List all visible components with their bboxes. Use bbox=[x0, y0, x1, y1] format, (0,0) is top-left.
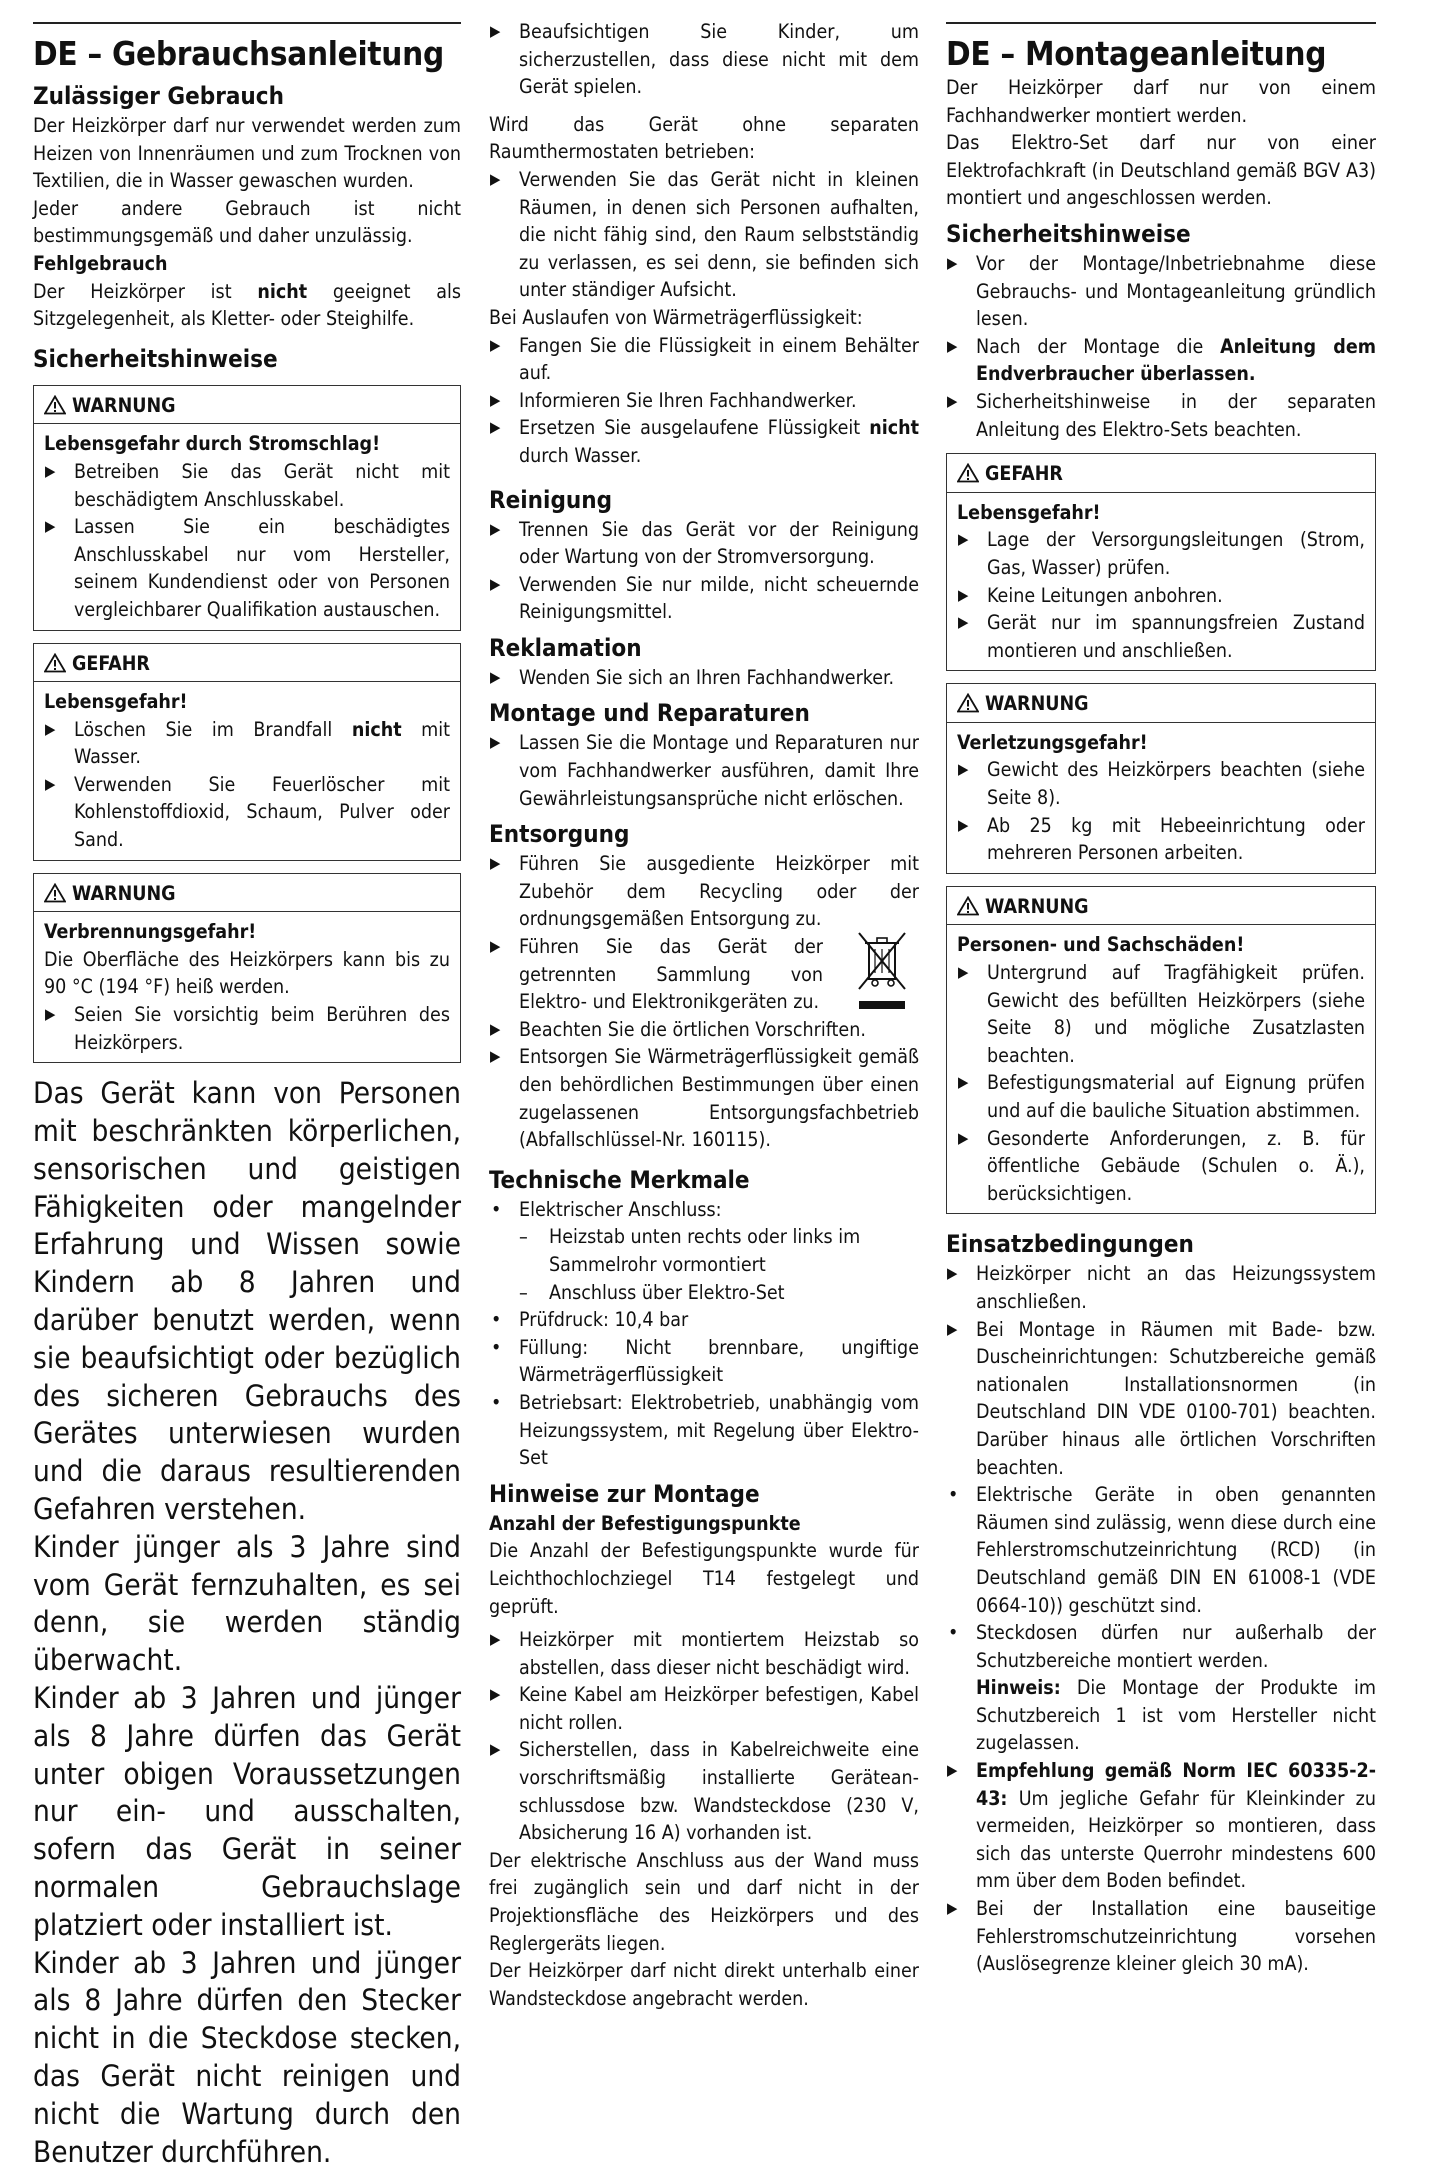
permitted-use-text: Der Heizkörper darf nur verwendet werden zum Heizen von Innenräumen und zum Trocknen von Textilien, die in Wasser gewaschen wurden. bbox=[33, 114, 461, 193]
burn-text: Die Oberfläche des Heizkörpers kann bis zu 90 °C (194 °F) heiß werden. bbox=[44, 947, 450, 999]
list-item: • Elektrischer Anschluss: bbox=[491, 1197, 722, 1221]
note-text: Hinweis: Die Montage der Produkte im Schutzbereich 1 ist vom Hersteller nicht zugelassen. bbox=[976, 1676, 1376, 1755]
heading-cleaning: Reinigung bbox=[489, 485, 613, 514]
list-item: ▶ Keine Leitungen anbohren. bbox=[958, 583, 1223, 607]
list-item: ▶ Gewicht des Heizkörpers beachten (siehe Seite 8). bbox=[958, 758, 1365, 810]
warning-triangle-icon bbox=[957, 693, 979, 713]
heading-technical: Technische Merkmale bbox=[489, 1165, 750, 1194]
list-item: ▶ Ab 25 kg mit Hebeeinrichtung oder mehreren Personen arbeiten. bbox=[958, 813, 1365, 865]
warning-title: Personen- und Sachschäden! bbox=[957, 933, 1245, 957]
warning-box-electric-shock bbox=[33, 385, 461, 631]
list-item: ▶ Sicherheitshinweise in der separaten Anleitung des Elektro-Sets beachten. bbox=[947, 389, 1376, 441]
socket-text: Der Heizkörper darf nicht direkt unterhalb einer Wandsteckdose angebracht werden. bbox=[489, 1959, 919, 2010]
warning-triangle-icon bbox=[44, 653, 66, 673]
list-item: ▶ Lage der Versorgungsleitungen (Strom, Gas, Wasser) prüfen. bbox=[958, 528, 1365, 579]
list-item: ▶ Empfehlung gemäß Norm IEC 60335-2-43: Um jegliche Gefahr für Kleinkinder zu vermeiden, Heizkörper so montieren, dass sich das unterste Querrohr mindestens 600 mm über dem Boden befindet. bbox=[947, 1759, 1376, 1893]
warning-title: Lebensgefahr durch Stromschlag! bbox=[44, 432, 381, 456]
leak-text: Bei Auslaufen von Wärmeträgerflüssigkeit: bbox=[489, 305, 863, 329]
crossed-out-bin-icon bbox=[853, 929, 913, 1015]
page-title-mounting: DE – Montageanleitung bbox=[946, 34, 1327, 73]
warning-triangle-icon bbox=[957, 896, 979, 916]
list-item: ▶ Befestigungsmaterial auf Eignung prüfen und auf die bauliche Situation abstimmen. bbox=[958, 1071, 1365, 1122]
list-subitem: – Anschluss über Elektro-Set bbox=[519, 1280, 785, 1304]
warning-title: Verletzungsgefahr! bbox=[957, 730, 1148, 754]
top-rule-left bbox=[33, 22, 461, 24]
heading-complaint: Reklamation bbox=[489, 633, 642, 662]
list-item: ▶ Informieren Sie Ihren Fachhandwerker. bbox=[490, 388, 857, 412]
list-item: ▶ Verwenden Sie nur milde, nicht scheuernde Reinigungsmittel. bbox=[490, 572, 919, 624]
installer-text: Der Heizkörper darf nur von einem Fachhandwerker montiert werden. bbox=[946, 76, 1376, 127]
thermostat-text: Wird das Gerät ohne separaten Raumthermostaten betrieben: bbox=[489, 112, 919, 164]
list-item: • Elektrische Geräte in oben genannten Räumen sind zulässig, wenn diese durch eine Fehlerstromschutzeinrichtung (RCD) (in Deutschland gemäß DIN EN 61008-1 (VDE 0664-10)) geschützt sind. bbox=[948, 1483, 1376, 1617]
list-item: ▶ Untergrund auf Tragfähigkeit prüfen. Gewicht des befüllten Heizkörpers (siehe Seite 8) und mögliche Zusatzlasten beachten. bbox=[958, 961, 1365, 1067]
list-item: ▶ Ersetzen Sie ausgelaufene Flüssigkeit nicht durch Wasser. bbox=[490, 416, 919, 467]
warning-label: WARNUNG bbox=[985, 894, 1089, 918]
list-item: ▶ Heizkörper nicht an das Heizungssystem anschließen. bbox=[947, 1262, 1376, 1313]
children-notice-1: Das Gerät kann von Personen mit beschränkten körperlichen, sensorischen und geistigen Fähigkeiten oder mangelnder Erfahrung und Wissen sowie Kindern ab 8 Jahren und darüber benutzt werden, wenn sie beaufsichtigt oder bezüglich des sicheren Gebrauchs des Gerätes unterwiesen wurden und die daraus resultierenden Gefahren verstehen. bbox=[33, 1076, 461, 1526]
danger-title: Lebensgefahr! bbox=[44, 690, 188, 714]
danger-label: GEFAHR bbox=[72, 651, 150, 675]
warning-box-injury bbox=[946, 683, 1376, 874]
heading-mounting-notes: Hinweise zur Montage bbox=[489, 1479, 760, 1508]
warning-title: Verbrennungsgefahr! bbox=[44, 920, 257, 944]
warning-label: WARNUNG bbox=[72, 881, 176, 905]
list-item: ▶ Betreiben Sie das Gerät nicht mit beschädigtem Anschlusskabel. bbox=[45, 459, 450, 511]
heading-conditions: Einsatzbedingungen bbox=[946, 1230, 1194, 1259]
list-item: ▶ Bei der Installation eine bauseitige Fehlerstromschutzeinrichtung vorsehen (Auslösegrenze kleiner gleich 30 mA). bbox=[947, 1897, 1376, 1976]
warning-box-damage bbox=[946, 886, 1376, 1215]
column-usage-continued bbox=[489, 18, 919, 2012]
other-use-text: Jeder andere Gebrauch ist nicht bestimmungsgemäß und daher unzulässig. bbox=[33, 196, 461, 248]
list-item: ▶ Sicherstellen, dass in Kabelreichweite eine vorschriftsmäßig installierte Geräteanschlussdose bzw. Wandsteckdose (230 V, Absicherung 16 A) vorhanden ist. bbox=[490, 1738, 919, 1845]
heading-misuse: Fehlgebrauch bbox=[33, 251, 168, 275]
list-item: • Steckdosen dürfen nur außerhalb der Schutzbereiche montiert werden. bbox=[948, 1621, 1376, 1672]
electrician-text: Das Elektro-Set darf nur von einer Elektrofachkraft (in Deutschland gemäß BGV A3) montiert und angeschlossen werden. bbox=[946, 131, 1376, 210]
list-item: ▶ Lassen Sie die Montage und Reparaturen nur vom Fachhandwerker ausführen, damit Ihre Gewährleistungsansprüche nicht erlöschen. bbox=[490, 731, 919, 810]
column-usage-instructions bbox=[33, 34, 461, 2171]
children-notice-2: Kinder jünger als 3 Jahre sind vom Gerät fernzuhalten, es sei denn, sie werden ständig überwacht. bbox=[33, 1529, 461, 1678]
list-item: ▶ Lassen Sie ein beschädigtes Anschlusskabel nur vom Hersteller, seinem Kundendienst oder von Personen vergleichbarer Qualifikation austauschen. bbox=[45, 515, 450, 621]
heading-safety-mounting: Sicherheitshinweise bbox=[946, 219, 1191, 248]
connection-text: Der elektrische Anschluss aus der Wand muss frei zugänglich sein und darf nicht in der Projektionsfläche des Heizkörpers und des Reglergeräts liegen. bbox=[489, 1848, 919, 1955]
heading-permitted-use: Zulässiger Gebrauch bbox=[33, 82, 284, 110]
heading-repairs: Montage und Reparaturen bbox=[489, 699, 810, 728]
children-notice-3: Kinder ab 3 Jahren und jünger als 8 Jahre dürfen das Gerät unter obigen Voraussetzungen nur ein- und ausschalten, sofern das Gerät in seiner normalen Gebrauchslage platziert oder installiert ist. bbox=[33, 1680, 461, 1942]
list-item: • Füllung: Nicht brennbare, ungiftige Wärmeträgerflüssigkeit bbox=[491, 1335, 919, 1387]
list-item: ▶ Wenden Sie sich an Ihren Fachhandwerker. bbox=[490, 665, 895, 689]
weee-item-wrap bbox=[489, 933, 919, 1016]
list-item: ▶ Bei Montage in Räumen mit Bade- bzw. Duscheinrichtungen: Schutzbereiche gemäß nationalen Installationsnormen (in Deutschland DIN VDE 0100-701) beachten. Darüber hinaus alle örtlichen Vorschriften beachten. bbox=[947, 1317, 1376, 1479]
danger-title: Lebensgefahr! bbox=[957, 500, 1101, 524]
warning-triangle-icon bbox=[957, 463, 979, 483]
list-item: ▶ Heizkörper mit montiertem Heizstab so abstellen, dass dieser nicht beschädigt wird. bbox=[490, 1628, 919, 1679]
heading-safety-usage: Sicherheitshinweise bbox=[33, 344, 278, 373]
fixing-points-text: Die Anzahl der Befestigungspunkte wurde für Leichthochlochziegel T14 festgelegt und geprüft. bbox=[489, 1539, 919, 1618]
list-item: ▶ Seien Sie vorsichtig beim Berühren des Heizkörpers. bbox=[45, 1003, 450, 1054]
list-item: ▶ Nach der Montage die Anleitung dem Endverbraucher überlassen. bbox=[947, 334, 1377, 386]
warning-box-burn bbox=[33, 873, 461, 1064]
top-rule-right bbox=[946, 22, 1376, 24]
list-item: ▶ Vor der Montage/Inbetriebnahme diese Gebrauchs- und Montageanleitung gründlich lesen. bbox=[947, 251, 1376, 331]
heading-fixing-points: Anzahl der Befestigungspunkte bbox=[489, 1511, 801, 1535]
page-title-usage: DE – Gebrauchsanleitung bbox=[33, 34, 444, 73]
list-subitem: – Heizstab unten rechts oder links im Sammelrohr vormontiert bbox=[519, 1225, 861, 1276]
danger-label: GEFAHR bbox=[985, 462, 1063, 486]
warning-label: WARNUNG bbox=[72, 393, 176, 417]
list-item: ▶ Beaufsichtigen Sie Kinder, um sicherzustellen, dass diese nicht mit dem Gerät spielen. bbox=[490, 20, 919, 99]
warning-label: WARNUNG bbox=[985, 692, 1089, 716]
list-item: ▶ Verwenden Sie das Gerät nicht in kleinen Räumen, in denen sich Personen aufhalten, die nicht fähig sind, den Raum selbstständig zu verlassen, es sei denn, sie befinden sich unter ständiger Aufsicht. bbox=[490, 167, 919, 302]
list-item: ▶ Löschen Sie im Brandfall nicht mit Wasser. bbox=[45, 717, 450, 769]
list-item: ▶ Beachten Sie die örtlichen Vorschriften. bbox=[490, 1017, 866, 1041]
list-item: ▶ Fangen Sie die Flüssigkeit in einem Behälter auf. bbox=[490, 333, 919, 385]
list-item: ▶ Trennen Sie das Gerät vor der Reinigung oder Wartung von der Stromversorgung. bbox=[490, 517, 919, 569]
list-item: • Prüfdruck: 10,4 bar bbox=[491, 1308, 689, 1332]
list-item: ▶ Entsorgen Sie Wärmeträgerflüssigkeit gemäß den behördlichen Bestimmungen über einen zugelassenen Entsorgungsfachbetrieb (Abfallschlüssel-Nr. 160115). bbox=[490, 1045, 919, 1152]
children-notice-4: Kinder ab 3 Jahren und jünger als 8 Jahre dürfen den Stecker nicht in die Steckdose stecken, das Gerät nicht reinigen und nicht die Wartung durch den Benutzer durchführen. bbox=[33, 1945, 461, 2169]
column-mounting-instructions bbox=[946, 34, 1376, 1978]
list-item: ▶ Führen Sie das Gerät der getrennten Sammlung von Elektro- und Elektronikgeräten zu. bbox=[490, 935, 823, 1014]
danger-box-supply-lines bbox=[946, 453, 1376, 671]
list-item: ▶ Gesonderte Anforderungen, z. B. für öffentliche Gebäude (Schulen o. Ä.), berücksichtigen. bbox=[958, 1126, 1365, 1205]
list-item: • Betriebsart: Elektrobetrieb, unabhängig vom Heizungssystem, mit Regelung über Elektro-Set bbox=[491, 1390, 919, 1470]
list-item: ▶ Keine Kabel am Heizkörper befestigen, Kabel nicht rollen. bbox=[490, 1683, 919, 1734]
warning-triangle-icon bbox=[44, 395, 66, 415]
list-item: ▶ Führen Sie ausgediente Heizkörper mit Zubehör dem Recycling oder der ordnungsgemäßen Entsorgung zu. bbox=[490, 852, 919, 931]
danger-box-fire bbox=[33, 643, 461, 861]
warning-triangle-icon bbox=[44, 883, 66, 903]
misuse-text: Der Heizkörper ist nicht geeignet als Sitzgelegenheit, als Kletter- oder Steighilfe. bbox=[33, 279, 461, 331]
heading-disposal: Entsorgung bbox=[489, 820, 630, 849]
list-item: ▶ Verwenden Sie Feuerlöscher mit Kohlenstoffdioxid, Schaum, Pulver oder Sand. bbox=[45, 772, 450, 852]
list-item: ▶ Gerät nur im spannungsfreien Zustand montieren und anschließen. bbox=[958, 611, 1365, 662]
